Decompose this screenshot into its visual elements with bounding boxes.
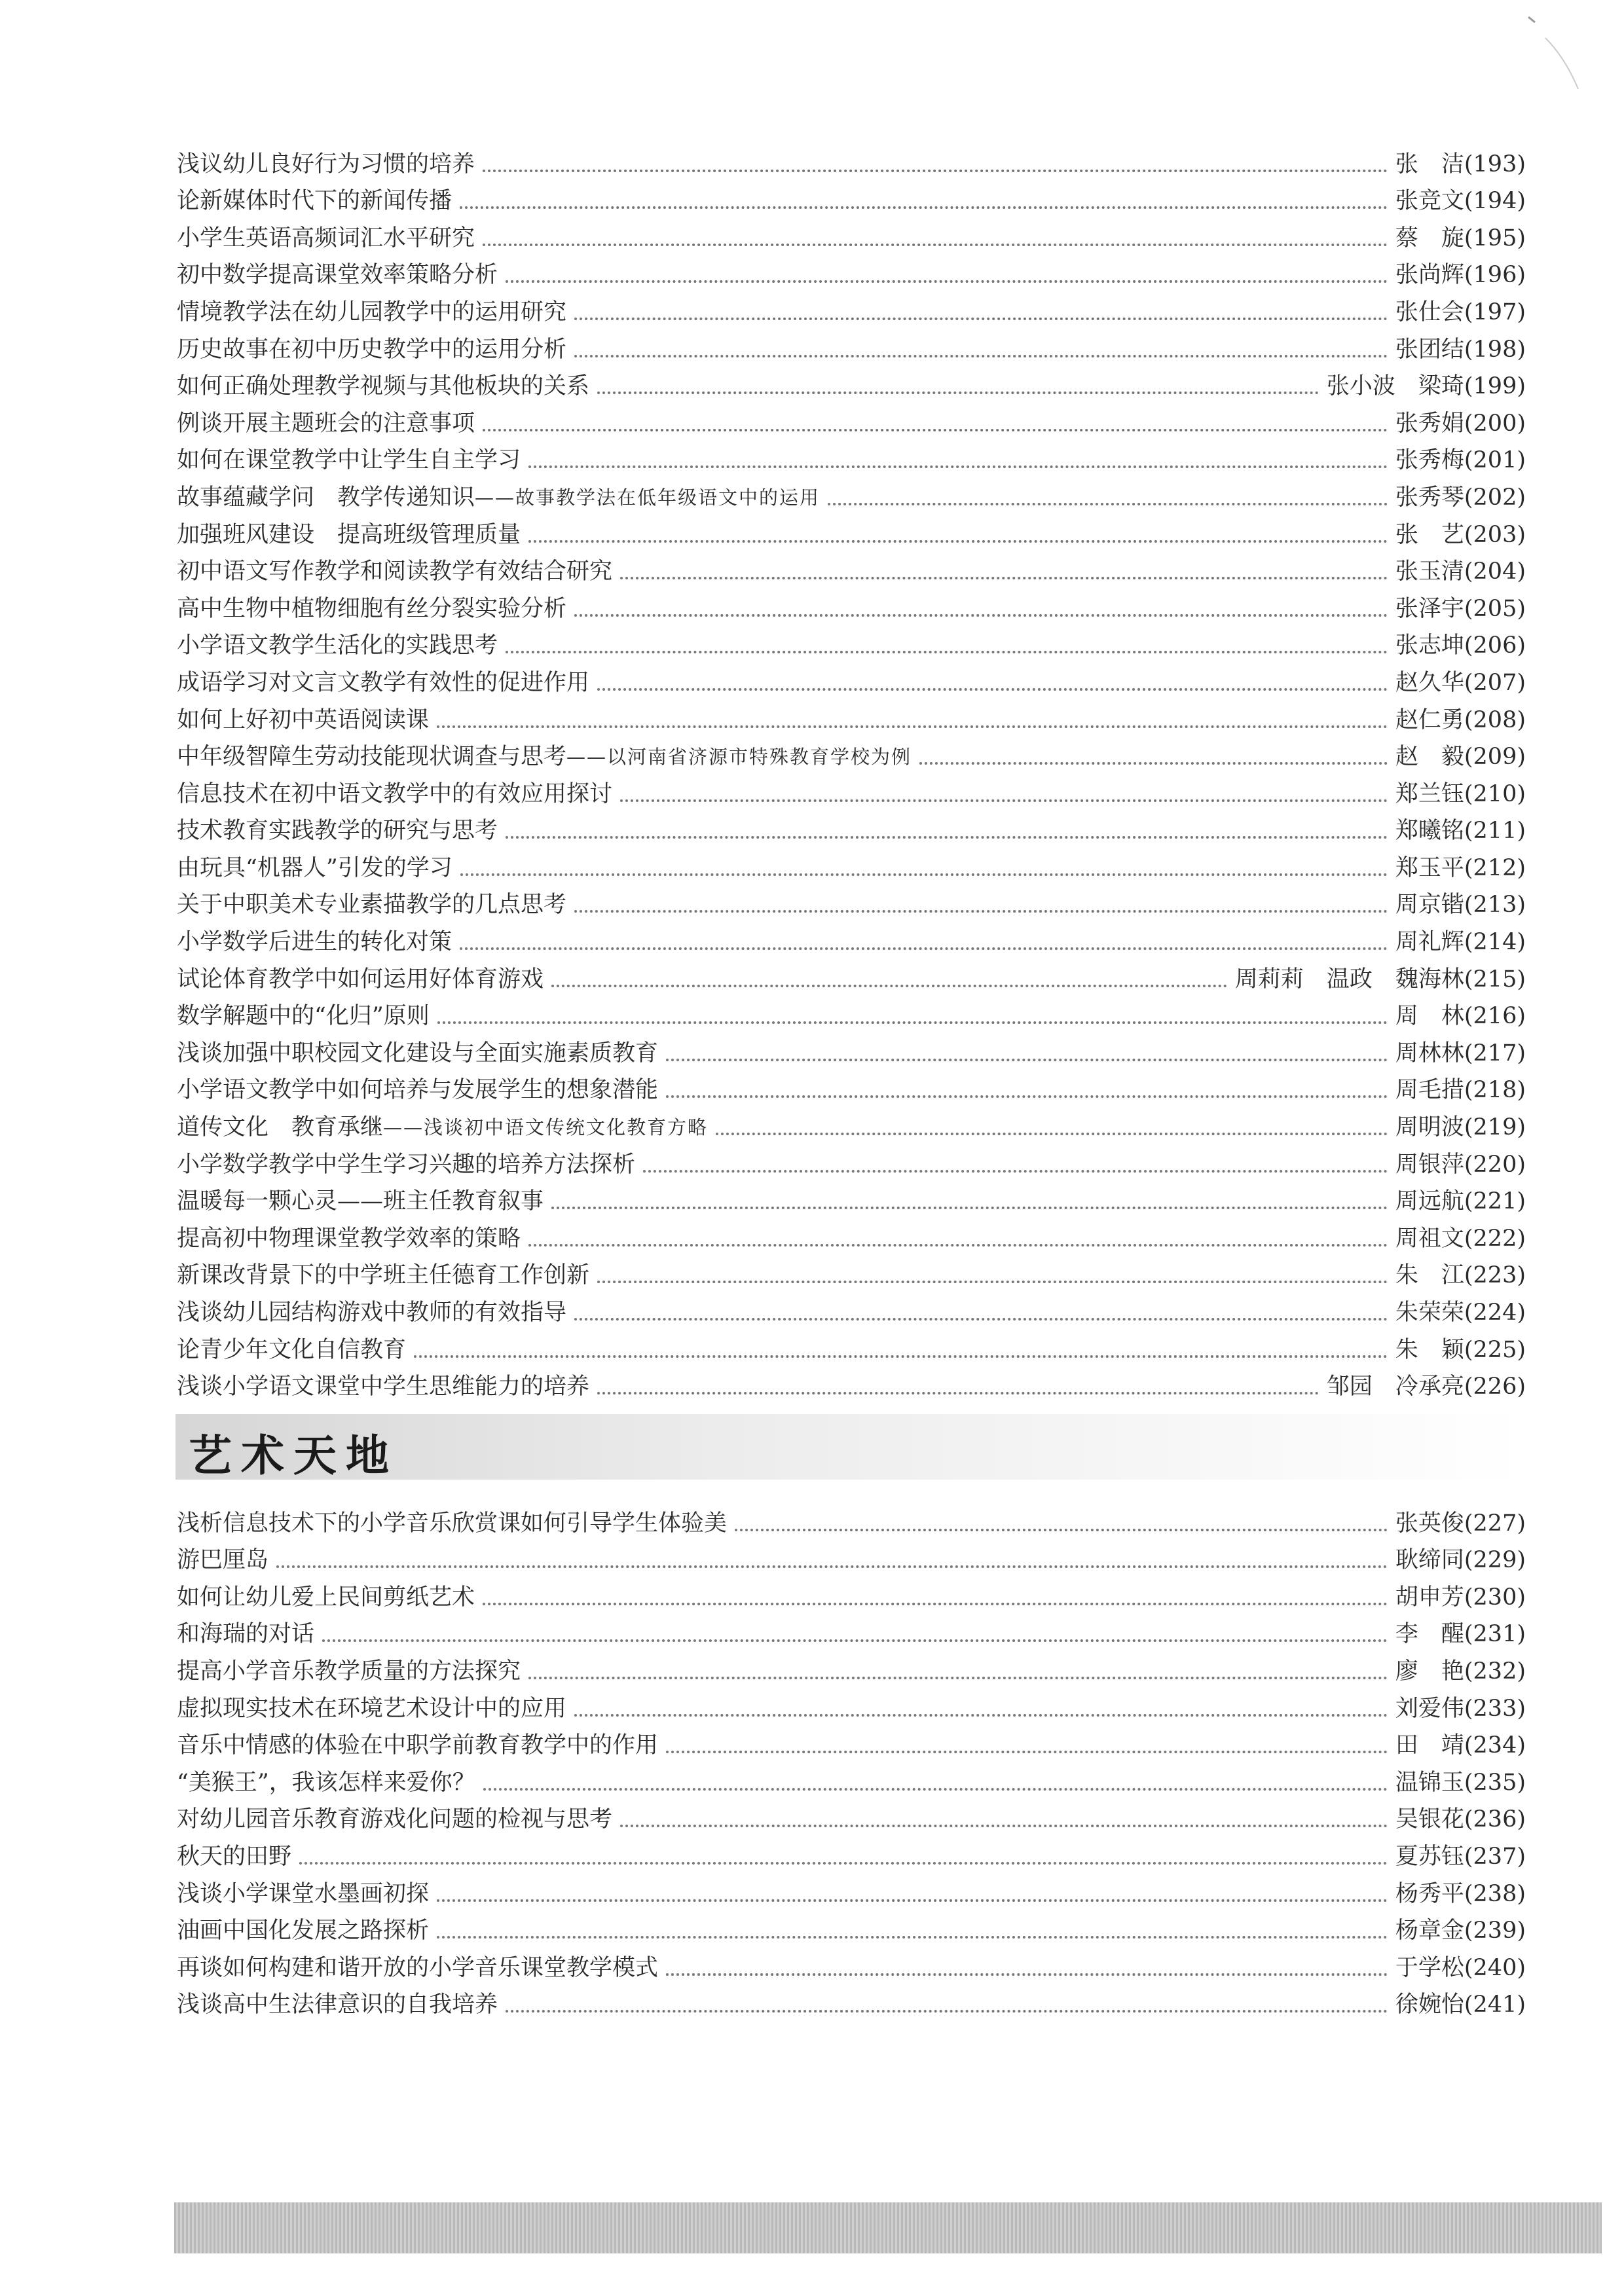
entry-author: 周林林 — [1395, 1040, 1464, 1066]
entry-page-number: (197) — [1464, 299, 1526, 325]
entry-page-number: (211) — [1464, 818, 1526, 845]
dot-leader — [528, 465, 1388, 468]
toc-entry — [177, 1944, 1526, 1981]
entry-author: 杨秀平 — [1395, 1880, 1464, 1907]
dot-leader — [483, 1788, 1388, 1791]
entry-title: 和海瑞的对话 — [177, 1621, 315, 1648]
entry-title: 浅谈高中生法律意识的自我培养 — [177, 1992, 498, 2018]
entry-title: 小学数学教学中学生学习兴趣的培养方法探析 — [177, 1151, 636, 1178]
toc-entry — [177, 881, 1526, 919]
entry-author: 朱 颖 — [1395, 1336, 1464, 1363]
entry-title: 浅谈小学语文课堂中学生思维能力的培养 — [177, 1374, 590, 1400]
toc-entry — [177, 1907, 1526, 1944]
entry-title: 如何在课堂教学中让学生自主学习 — [177, 447, 521, 474]
toc-list-main — [177, 140, 1526, 1400]
entry-page-number: (232) — [1464, 1658, 1526, 1685]
entry-page-number: (200) — [1464, 410, 1526, 437]
entry-author: 张 艺 — [1395, 521, 1464, 548]
dot-leader — [528, 1244, 1388, 1247]
toc-entry — [177, 1758, 1526, 1796]
entry-page-number: (207) — [1464, 669, 1526, 696]
entry-title: 试论体育教学中如何运用好体育游戏 — [177, 966, 544, 993]
dot-leader — [483, 1603, 1388, 1605]
entry-page-number: (239) — [1464, 1918, 1526, 1944]
toc-entry — [177, 1252, 1526, 1289]
entry-page-number: (223) — [1464, 1262, 1526, 1289]
dot-leader — [437, 725, 1388, 728]
dot-leader — [620, 1825, 1388, 1827]
entry-author: 夏苏钰 — [1395, 1843, 1464, 1870]
dot-leader — [276, 1565, 1388, 1568]
entry-title: 温暖每一颗心灵——班主任教育叙事 — [177, 1188, 544, 1215]
entry-page-number: (213) — [1464, 892, 1526, 919]
entry-author: 张小波 梁琦 — [1326, 373, 1464, 400]
entry-page-number: (209) — [1464, 744, 1526, 771]
entry-page-number: (194) — [1464, 188, 1526, 215]
dot-leader — [597, 1392, 1319, 1394]
toc-entry — [177, 1363, 1526, 1400]
entry-title: 道传文化 教育承继 — [177, 1114, 384, 1141]
entry-page-number: (212) — [1464, 854, 1526, 881]
toc-entry — [177, 1178, 1526, 1215]
entry-title: 小学语文教学生活化的实践思考 — [177, 632, 498, 659]
toc-entry — [177, 659, 1526, 696]
entry-page-number: (208) — [1464, 706, 1526, 733]
toc-entry — [177, 807, 1526, 845]
dot-leader — [597, 392, 1319, 394]
dot-leader — [666, 1751, 1388, 1753]
toc-entry — [177, 733, 1526, 771]
entry-page-number: (234) — [1464, 1732, 1526, 1759]
entry-author: 赵 毅 — [1395, 744, 1464, 771]
dot-leader — [666, 1973, 1388, 1976]
entry-title: 新课改背景下的中学班主任德育工作创新 — [177, 1262, 590, 1289]
entry-page-number: (222) — [1464, 1225, 1526, 1252]
entry-author: 周银萍 — [1395, 1151, 1464, 1178]
entry-title: 提高初中物理课堂教学效率的策略 — [177, 1225, 521, 1252]
dot-leader — [506, 2010, 1388, 2013]
entry-page-number: (226) — [1464, 1374, 1526, 1400]
entry-page-number: (201) — [1464, 447, 1526, 474]
entry-title: 关于中职美术专业素描教学的几点思考 — [177, 892, 567, 919]
entry-author: 周京锴 — [1395, 892, 1464, 919]
entry-page-number: (202) — [1464, 484, 1526, 511]
toc-entry — [177, 437, 1526, 474]
entry-author: 张志坤 — [1395, 632, 1464, 659]
entry-author: 周礼辉 — [1395, 929, 1464, 956]
dot-leader — [460, 947, 1388, 950]
dot-leader — [574, 1714, 1388, 1717]
dot-leader — [666, 1095, 1388, 1098]
entry-author: 郑兰钰 — [1395, 780, 1464, 807]
toc-entry — [177, 1140, 1526, 1178]
entry-author: 田 靖 — [1395, 1732, 1464, 1759]
entry-author: 李 醒 — [1395, 1621, 1464, 1648]
footer-band — [174, 2202, 1602, 2253]
entry-title: 例谈开展主题班会的注意事项 — [177, 410, 475, 437]
dot-leader — [460, 206, 1388, 209]
entry-page-number: (238) — [1464, 1880, 1526, 1907]
entry-author: 廖 艳 — [1395, 1658, 1464, 1685]
entry-title: 论青少年文化自信教育 — [177, 1336, 407, 1363]
toc-entry — [177, 251, 1526, 289]
entry-page-number: (199) — [1464, 373, 1526, 400]
dot-leader — [597, 688, 1388, 691]
toc-entry — [177, 1103, 1526, 1140]
dot-leader — [620, 577, 1388, 579]
toc-entry — [177, 1647, 1526, 1685]
toc-entry — [177, 1981, 1526, 2018]
entry-author: 张尚辉 — [1395, 262, 1464, 289]
toc-entry — [177, 622, 1526, 659]
entry-title: 如何正确处理教学视频与其他板块的关系 — [177, 373, 590, 400]
dot-leader — [437, 1936, 1388, 1939]
dot-leader — [666, 1059, 1388, 1061]
entry-title: 历史故事在初中历史教学中的运用分析 — [177, 336, 567, 363]
dot-leader — [483, 429, 1388, 431]
dot-leader — [735, 1529, 1388, 1531]
toc-entry — [177, 1214, 1526, 1252]
dot-leader — [528, 540, 1388, 543]
entry-page-number: (225) — [1464, 1336, 1526, 1363]
entry-page-number: (214) — [1464, 929, 1526, 956]
entry-author: 邹园 冷承亮 — [1326, 1374, 1464, 1400]
toc-entry — [177, 1288, 1526, 1326]
entry-page-number: (221) — [1464, 1188, 1526, 1215]
toc-entry — [177, 844, 1526, 881]
entry-page-number: (218) — [1464, 1077, 1526, 1104]
entry-title: 浅析信息技术下的小学音乐欣赏课如何引导学生体验美 — [177, 1510, 728, 1537]
entry-page-number: (236) — [1464, 1806, 1526, 1833]
entry-page-number: (224) — [1464, 1300, 1526, 1326]
section-banner-art — [175, 1414, 1526, 1480]
entry-author: 张英俊 — [1395, 1510, 1464, 1537]
toc-entry — [177, 1796, 1526, 1833]
toc-entry — [177, 1029, 1526, 1066]
entry-author: 张秀娟 — [1395, 410, 1464, 437]
entry-title: 浅议幼儿良好行为习惯的培养 — [177, 151, 475, 177]
entry-title: 中年级智障生劳动技能现状调查与思考 — [177, 744, 567, 771]
entry-title: 音乐中情感的体验在中职学前教育教学中的作用 — [177, 1732, 659, 1759]
entry-page-number: (220) — [1464, 1151, 1526, 1178]
entry-author: 胡申芳 — [1395, 1584, 1464, 1611]
entry-page-number: (233) — [1464, 1695, 1526, 1722]
toc-entry — [177, 548, 1526, 585]
dot-leader — [437, 1899, 1388, 1902]
entry-title: 论新媒体时代下的新闻传播 — [177, 188, 452, 215]
dot-leader — [506, 280, 1388, 283]
entry-title: 情境教学法在幼儿园教学中的运用研究 — [177, 299, 567, 325]
entry-title: 技术教育实践教学的研究与思考 — [177, 818, 498, 845]
entry-author: 赵仁勇 — [1395, 706, 1464, 733]
entry-author: 周远航 — [1395, 1188, 1464, 1215]
toc-entry — [177, 1326, 1526, 1363]
entry-page-number: (205) — [1464, 595, 1526, 622]
entry-author: 周祖文 — [1395, 1225, 1464, 1252]
entry-title: 再谈如何构建和谐开放的小学音乐课堂教学模式 — [177, 1954, 659, 1981]
toc-entry — [177, 140, 1526, 177]
toc-entry — [177, 585, 1526, 622]
dot-leader — [414, 1355, 1388, 1358]
entry-subtitle: ——以河南省济源市特殊教育学校为例 — [566, 746, 912, 769]
toc-list-art — [177, 1499, 1526, 2018]
entry-title: 对幼儿园音乐教育游戏化问题的检视与思考 — [177, 1806, 613, 1833]
entry-author: 赵久华 — [1395, 669, 1464, 696]
entry-author: 朱 江 — [1395, 1262, 1464, 1289]
entry-author: 朱荣荣 — [1395, 1300, 1464, 1326]
entry-title: 小学语文教学中如何培养与发展学生的想象潜能 — [177, 1077, 659, 1104]
entry-author: 杨章金 — [1395, 1918, 1464, 1944]
entry-title: 提高小学音乐教学质量的方法探究 — [177, 1658, 521, 1685]
entry-author: 周 林 — [1395, 1003, 1464, 1030]
dot-leader — [551, 1207, 1388, 1209]
dot-leader — [483, 244, 1388, 246]
entry-author: 张团结 — [1395, 336, 1464, 363]
toc-entry — [177, 1870, 1526, 1907]
entry-page-number: (206) — [1464, 632, 1526, 659]
entry-page-number: (227) — [1464, 1510, 1526, 1537]
dot-leader — [643, 1170, 1388, 1173]
entry-author: 郑玉平 — [1395, 854, 1464, 881]
entry-title: 信息技术在初中语文教学中的有效应用探讨 — [177, 780, 613, 807]
entry-title: 加强班风建设 提高班级管理质量 — [177, 521, 521, 548]
toc-entry — [177, 473, 1526, 511]
dot-leader — [506, 836, 1388, 839]
toc-entry — [177, 325, 1526, 363]
entry-page-number: (203) — [1464, 521, 1526, 548]
entry-author: 张秀梅 — [1395, 447, 1464, 474]
entry-page-number: (193) — [1464, 151, 1526, 177]
toc-entry — [177, 288, 1526, 325]
toc-entry — [177, 1573, 1526, 1611]
entry-title: 浅谈加强中职校园文化建设与全面实施素质教育 — [177, 1040, 659, 1066]
entry-page-number: (198) — [1464, 336, 1526, 363]
toc-entry — [177, 1066, 1526, 1104]
toc-entry — [177, 770, 1526, 807]
dot-leader — [528, 1677, 1388, 1679]
entry-author: 蔡 旋 — [1395, 225, 1464, 251]
entry-page-number: (217) — [1464, 1040, 1526, 1066]
entry-title: 初中数学提高课堂效率策略分析 — [177, 262, 498, 289]
dot-leader — [620, 799, 1388, 802]
entry-author: 周毛措 — [1395, 1077, 1464, 1104]
scan-corner-mark — [1526, 12, 1598, 90]
entry-title: 如何上好初中英语阅读课 — [177, 706, 430, 733]
dot-leader — [919, 762, 1388, 765]
toc-entry — [177, 363, 1526, 400]
dot-leader — [322, 1639, 1388, 1642]
entry-subtitle: ——故事教学法在低年级语文中的运用 — [475, 486, 821, 509]
entry-title: 由玩具“机器人”引发的学习 — [177, 854, 452, 881]
entry-author: 于学松 — [1395, 1954, 1464, 1981]
dot-leader — [483, 170, 1388, 172]
entry-page-number: (219) — [1464, 1114, 1526, 1141]
entry-title: 数学解题中的“化归”原则 — [177, 1003, 430, 1030]
dot-leader — [299, 1862, 1388, 1865]
entry-title: 虚拟现实技术在环境艺术设计中的应用 — [177, 1695, 567, 1722]
entry-title: 油画中国化发展之路探析 — [177, 1918, 430, 1944]
entry-page-number: (215) — [1464, 966, 1526, 993]
toc-entry — [177, 1685, 1526, 1722]
entry-title: 浅谈小学课堂水墨画初探 — [177, 1880, 430, 1907]
toc-entry — [177, 214, 1526, 251]
entry-page-number: (231) — [1464, 1621, 1526, 1648]
entry-title: 小学数学后进生的转化对策 — [177, 929, 452, 956]
toc-entry — [177, 1499, 1526, 1537]
entry-page-number: (195) — [1464, 225, 1526, 251]
entry-title: 浅谈幼儿园结构游戏中教师的有效指导 — [177, 1300, 567, 1326]
dot-leader — [597, 1281, 1388, 1283]
dot-leader — [551, 985, 1227, 987]
entry-page-number: (216) — [1464, 1003, 1526, 1030]
entry-page-number: (230) — [1464, 1584, 1526, 1611]
entry-title: 故事蕴藏学问 教学传递知识 — [177, 484, 475, 511]
section-title: 艺术天地 — [189, 1430, 398, 1481]
entry-page-number: (229) — [1464, 1547, 1526, 1574]
entry-author: 耿缔同 — [1395, 1547, 1464, 1574]
entry-author: 张泽宇 — [1395, 595, 1464, 622]
entry-author: 徐婉怡 — [1395, 1992, 1464, 2018]
entry-title: 游巴厘岛 — [177, 1547, 269, 1574]
toc-entry — [177, 177, 1526, 215]
entry-author: 温锦玉 — [1395, 1769, 1464, 1796]
entry-page-number: (210) — [1464, 780, 1526, 807]
toc-entry — [177, 511, 1526, 548]
dot-leader — [574, 318, 1388, 320]
entry-page-number: (240) — [1464, 1954, 1526, 1981]
entry-author: 刘爱伟 — [1395, 1695, 1464, 1722]
dot-leader — [437, 1021, 1388, 1024]
entry-title: “美猴王”，我该怎样来爱你？ — [177, 1769, 475, 1796]
toc-entry — [177, 696, 1526, 733]
entry-title: 如何让幼儿爱上民间剪纸艺术 — [177, 1584, 475, 1611]
toc-entry — [177, 918, 1526, 955]
toc-entry — [177, 399, 1526, 437]
toc-entry — [177, 1722, 1526, 1759]
dot-leader — [716, 1133, 1388, 1135]
dot-leader — [574, 910, 1388, 913]
dot-leader — [574, 1318, 1388, 1321]
entry-author: 张 洁 — [1395, 151, 1464, 177]
toc-entry — [177, 1611, 1526, 1648]
entry-title: 成语学习对文言文教学有效性的促进作用 — [177, 669, 590, 696]
entry-author: 张秀琴 — [1395, 484, 1464, 511]
entry-author: 张竞文 — [1395, 188, 1464, 215]
entry-page-number: (204) — [1464, 558, 1526, 585]
entry-title: 秋天的田野 — [177, 1843, 292, 1870]
entry-page-number: (196) — [1464, 262, 1526, 289]
entry-title: 高中生物中植物细胞有丝分裂实验分析 — [177, 595, 567, 622]
entry-title: 初中语文写作教学和阅读教学有效结合研究 — [177, 558, 613, 585]
dot-leader — [574, 614, 1388, 617]
entry-title: 小学生英语高频词汇水平研究 — [177, 225, 475, 251]
toc-entry — [177, 1832, 1526, 1870]
dot-leader — [506, 651, 1388, 653]
dot-leader — [574, 355, 1388, 357]
entry-author: 吴银花 — [1395, 1806, 1464, 1833]
toc-entry — [177, 993, 1526, 1030]
entry-author: 周明波 — [1395, 1114, 1464, 1141]
toc-entry — [177, 1537, 1526, 1574]
entry-author: 张仕会 — [1395, 299, 1464, 325]
dot-leader — [460, 873, 1388, 876]
dot-leader — [828, 503, 1388, 505]
entry-author: 张玉清 — [1395, 558, 1464, 585]
entry-page-number: (237) — [1464, 1843, 1526, 1870]
entry-author: 周莉莉 温政 魏海林 — [1234, 966, 1464, 993]
entry-page-number: (235) — [1464, 1769, 1526, 1796]
entry-page-number: (241) — [1464, 1992, 1526, 2018]
toc-entry — [177, 955, 1526, 993]
entry-author: 郑曦铭 — [1395, 818, 1464, 845]
entry-subtitle: ——浅谈初中语文传统文化教育方略 — [383, 1116, 709, 1139]
